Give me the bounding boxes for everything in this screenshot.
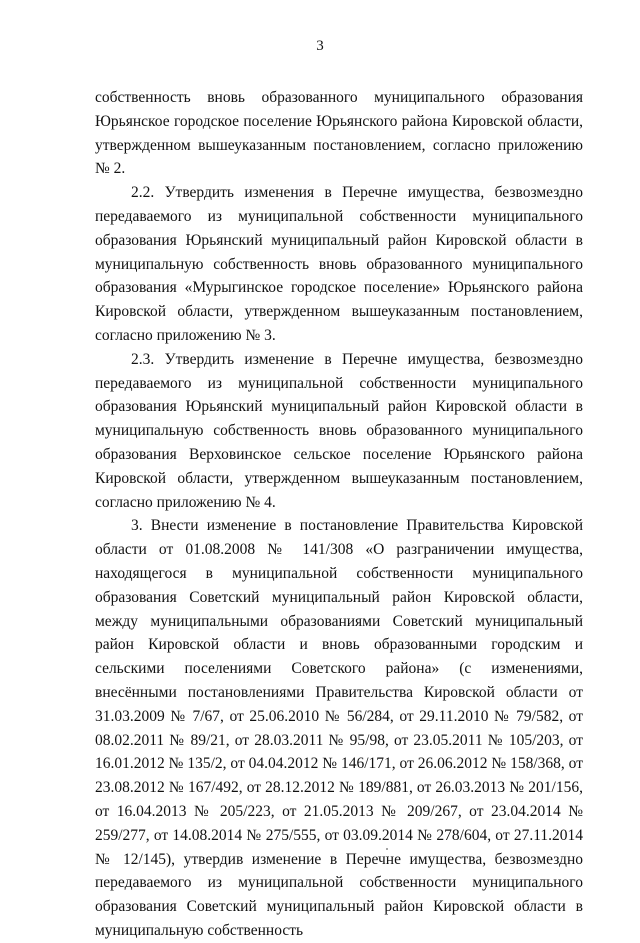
page-number: 3 (316, 38, 324, 54)
paragraph-2-3: 2.3. Утвердить изменение в Перечне имущества, безвозмездно передаваемого из муниципальной собственности муниципального образования Юрьянский муниципальный район Кировской области в муниципальную собственность вновь образованного муниципального образования Верховинское сельское поселение Юрьянского района Кировской области, утвержденном вышеуказанным постановлением, согласно приложению № 4. (95, 350, 583, 511)
scan-speck (386, 848, 388, 850)
paragraph-2-2: 2.2. Утвердить изменения в Перечне имущества, безвозмездно передаваемого из муниципальной собственности муниципального образования Юрьянский муниципальный район Кировской области в муниципальную собственность вновь образованного муниципального образования «Мурыгинское городское поселение» Юрьянского района Кировской области, утвержденном вышеуказанным постановлением, согласно приложению № 3. (95, 184, 583, 344)
document-body (95, 86, 583, 943)
paragraph-continuation: собственность вновь образованного муниципального образования Юрьянское городское поселение Юрьянского района Кировской области, утвержденном вышеуказанным постановлением, согласно приложению № 2. (95, 89, 583, 178)
paragraph-3: 3. Внести изменение в постановление Правительства Кировской области от 01.08.2008 № 141/308 «О разграничении имущества, находящегося в муниципальной собственности муниципального образования Советский муниципальный район Кировской области, между муниципальными образованиями Советский муниципальный район Кировской области и вновь образованными городским и сельскими поселениями Советского района» (с изменениями, внесёнными постановлениями Правительства Кировской области от 31.03.2009 № 7/67, от 25.06.2010 № 56/284, от 29.11.2010 № 79/582, от 08.02.2011 № 89/21, от 28.03.2011 № 95/98, от 23.05.2011 № 105/203, от 16.01.2012 № 135/2, от 04.04.2012 № 146/171, от 26.06.2012 № 158/368, от 23.08.2012 № 167/492, от 28.12.2012 № 189/881, от 26.03.2013 № 201/156, от 16.04.2013 № 205/223, от 21.05.2013 № 209/267, от 23.04.2014 № 259/277, от 14.08.2014 № 275/555, от 03.09.2014 № 278/604, от 27.11.2014 № 12/145), утвердив изменение в Перечне имущества, безвозмездно передаваемого из муниципальной собственности муниципального образования Советский муниципальный район Кировской области в муниципальную собственность (95, 517, 583, 939)
